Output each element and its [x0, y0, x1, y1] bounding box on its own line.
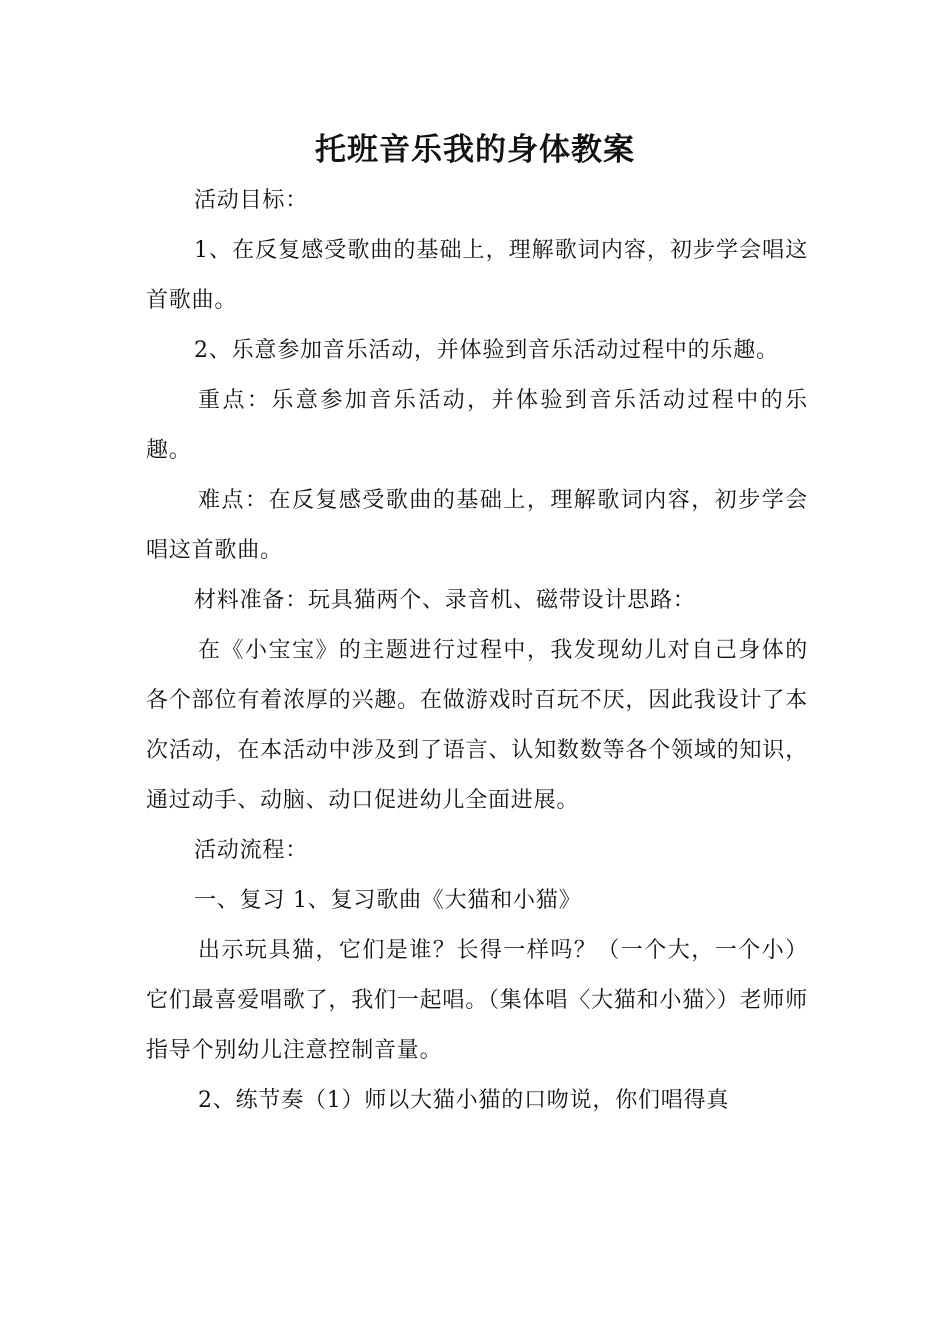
paragraph-materials: 材料准备：玩具猫两个、录音机、磁带设计思路：	[194, 588, 696, 613]
paragraph-rhythm-practice: 2、练节奏（1）师以大猫小猫的口吻说，你们唱得真	[198, 1088, 730, 1113]
paragraph-objective-2: 2、乐意参加音乐活动，并体验到音乐活动过程中的乐趣。	[194, 338, 779, 363]
paragraph-show-toy-cats: 出示玩具猫，它们是谁？长得一样吗？（一个大，一个小）它们最喜爱唱歌了，我们一起唱。（集体唱〈大猫和小猫〉）老师师指导个别幼儿注意控制音量。	[146, 938, 809, 1063]
paragraph-key-point: 重点：乐意参加音乐活动，并体验到音乐活动过程中的乐趣。	[146, 388, 808, 463]
paragraph-review-step: 一、复习 1、复习歌曲《大猫和小猫》	[194, 888, 582, 913]
paragraph-objective-1: 1、在反复感受歌曲的基础上，理解歌词内容，初步学会唱这首歌曲。	[146, 238, 808, 313]
document-body	[146, 176, 808, 1126]
document-title: 托班音乐我的身体教案	[315, 132, 635, 168]
paragraph-objectives-heading: 活动目标：	[194, 188, 309, 213]
paragraph-process-heading: 活动流程：	[194, 838, 309, 863]
paragraph-design-rationale: 在《小宝宝》的主题进行过程中，我发现幼儿对自己身体的各个部位有着浓厚的兴趣。在做游戏时百玩不厌，因此我设计了本次活动，在本活动中涉及到了语言、认知数数等各个领域的知识，通过动手、动脑、动口促进幼儿全面进展。	[146, 638, 808, 813]
paragraph-difficulty: 难点：在反复感受歌曲的基础上，理解歌词内容，初步学会唱这首歌曲。	[146, 488, 808, 563]
